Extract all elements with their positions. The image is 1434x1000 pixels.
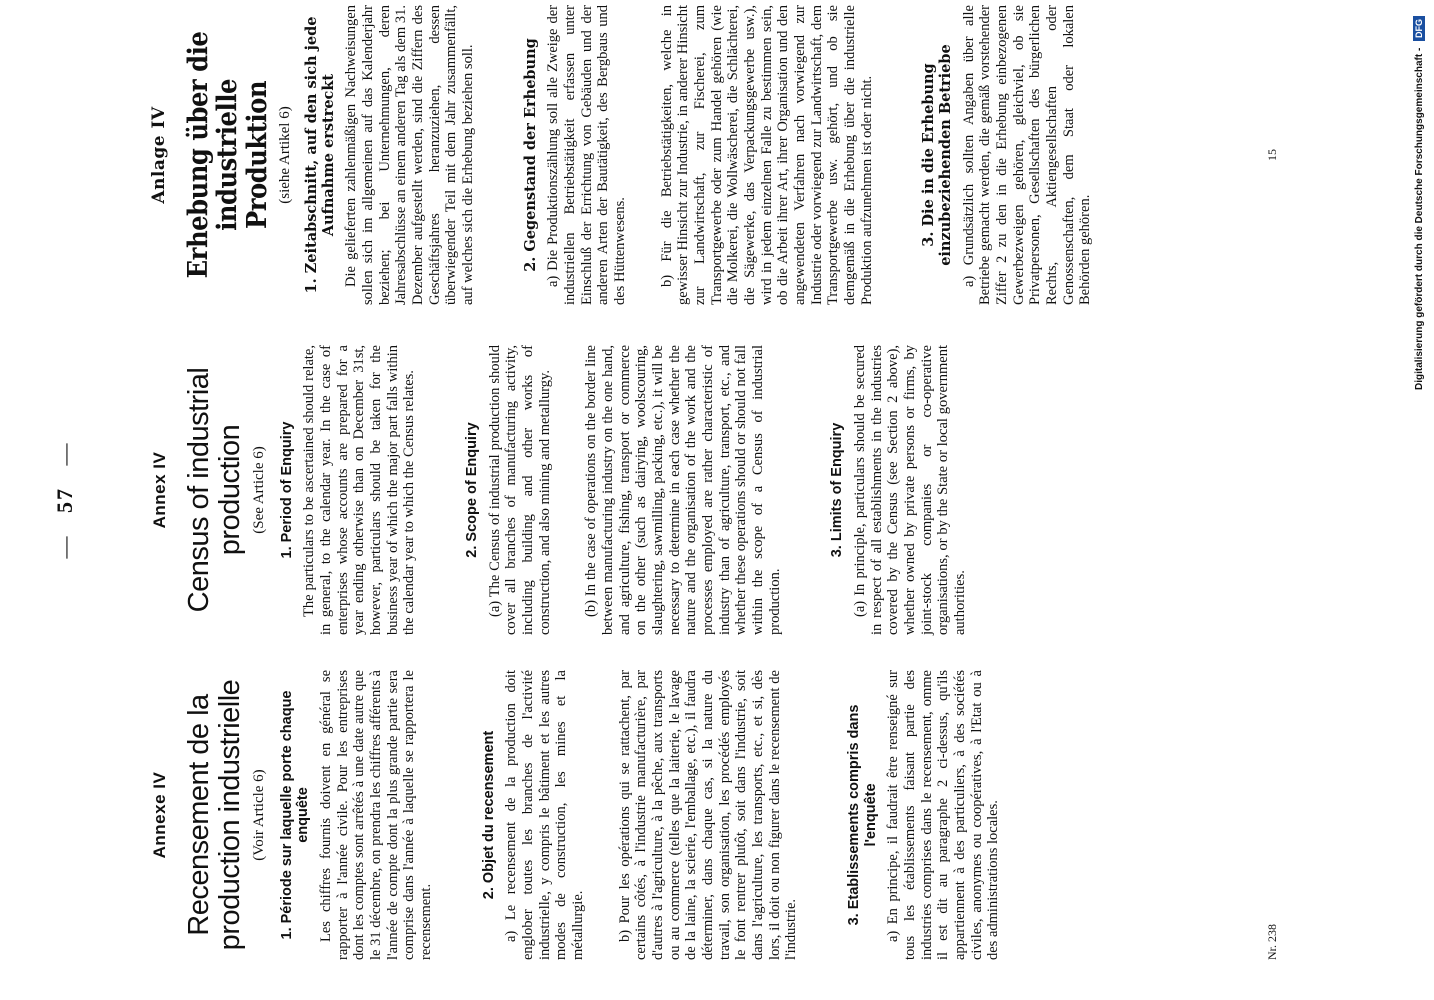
french-column <box>150 670 1006 960</box>
subtitle-de: (siehe Artikel 6) <box>276 106 293 204</box>
section-2a-text-de: a) Die Produktionszählung soll alle Zweige der industriellen Betriebstätigkeit erfassen unter Einschluß der Errichtung von Gebäuden und der anderen Arten der Bautätigkeit, des Bergbaus und des Hüttenwesens. <box>545 5 628 305</box>
dash-left: — <box>52 534 77 559</box>
page-number: 57 <box>52 487 77 513</box>
section-2a-text-fr: a) Le recensement de la production doit englober toutes les branches de l'activité industrielle, y compris le bâtiment et les autres modes de construction, les mines et la métallurgie. <box>503 670 586 960</box>
title-fr: Recensement de la production industrielle <box>182 679 247 951</box>
digitization-credit <box>1405 0 1434 1000</box>
annex-heading-fr: Annexe IV <box>150 771 169 859</box>
section-1-heading-de: 1. Zeitabschnitt, auf den sich jede Aufnahme erstreckt <box>302 16 337 294</box>
title-en: Census of industrial production <box>182 367 247 613</box>
section-1-text-fr: Les chiffres fournis doivent en général se rapporter à l'année civile. Pour les entreprises dont les comptes sont arrêtés à une date autre que le 31 décembre, on prendra les chiffres afférents à l'année de compte dont la plus grande partie sera comprise dans l'année à laquelle se rapportera le recensement. <box>317 670 434 960</box>
credit-text: Digitalisierung gefördert durch die Deutsche Forschungsgemeinschaft - <box>1414 47 1425 390</box>
section-3a-text-fr: a) En principe, il faudrait être renseigné sur tous les établissements faisant partie des industries comprises dans le recensement, omme il est dit au paragraphe 2 ci-dessus, qu'ils appartiennent à des particuliers, à des sociétés civiles, anonymes ou coopératives, à l'Etat ou à des administrations locales. <box>885 670 1002 960</box>
title-de: Erhebung über die industrielle Produktion <box>182 31 273 279</box>
section-1-text-en: The particulars to be ascertained should relate, in general, to the calendar year. In the case of enterprises whose accounts are prepared for a year ending otherwise than on December 31st, however, particulars should be taken for the business year of which the major part falls within the calendar year to which the Census relates. <box>301 345 418 635</box>
section-1-heading-fr: 1. Période sur laquelle porte chaque enquête <box>278 690 312 940</box>
subtitle-fr: (Voir Article 6) <box>251 769 268 861</box>
german-column <box>150 5 1098 305</box>
section-2-heading-fr: 2. Objet du recensement <box>480 730 497 900</box>
annex-heading-en: Annex IV <box>150 451 169 529</box>
section-2-heading-de: 2. Gegenstand der Erhebung <box>521 38 539 272</box>
subtitle-en: (See Article 6) <box>251 446 268 534</box>
footer-left: Nr. 238 <box>1265 924 1279 960</box>
section-3-heading-de: 3. Die in die Erhebung einzubeziehenden Betriebe <box>920 44 955 266</box>
section-2b-text-en: (b) In the case of operations on the border line between manufacturing industry on the one hand, and agriculture, fishing, transport or commerce on the other (such as dairying, woolscouring, slaughtering, sawmilling, packing, etc.), it will be necessary to determine in each case whether the nature and the organisation of the work and the processes employed are rather characteristic of industry than of agriculture, transport, etc., and whether these operations should or should not fall within the scope of a Census of industrial production. <box>583 345 783 635</box>
section-2-heading-en: 2. Scope of Enquiry <box>463 422 480 558</box>
dfg-logo: DFG <box>1413 16 1425 41</box>
dash-right: — <box>52 441 77 466</box>
section-3a-text-de: a) Grundsätzlich sollten Angaben über alle Betriebe gemacht werden, die gemäß vorstehender Ziffer 2 zu den in die Erhebung einbezogenen Gewerbezweigen gehören, gleichviel, ob sie Privatpersonen, Gesellschaften des bürgerlichen Rechts, Aktiengesellschaften oder Genossenschaften, dem Staat oder lokalen Behörden gehören. <box>960 5 1094 305</box>
section-1-text-de: Die gelieferten zahlenmäßigen Nachweisungen sollen sich im allgemeinen auf das Kalenderjahr beziehen; bei Unternehmungen, deren Jahresabschlüsse an einem anderen Tag als dem 31. Dezember aufgestellt werden, sind die Ziffern des Geschäftsjahres heranzuziehen, dessen überwiegender Teil mit dem Jahr zusammenfällt, auf welches sich die Erhebung beziehen soll. <box>343 5 476 305</box>
page-number-line <box>52 0 78 1000</box>
section-3-heading-en: 3. Limits of Enquiry <box>829 422 846 558</box>
section-3-heading-fr: 3. Etablissements compris dans l'enquête <box>846 704 879 926</box>
footer-right: 15 <box>1265 149 1279 161</box>
section-2b-text-fr: b) Pour les opérations qui se rattachent, par certains côtés, à l'industrie manufacturière, par d'autres à l'agriculture, à la pêche, aux transports ou au commerce (telles que la laiterie, le lavage de la laine, la scierie, l'emballage, etc.), il faudra déterminer, dans chaque cas, si la nature du travail, son organisation, les procédés employés le font rentrer plutôt, soit dans l'industrie, soit dans l'agriculture, les transports, etc., et si, dès lors, il doit ou non figurer dans le recensement de l'industrie. <box>616 670 800 960</box>
section-1-heading-en: 1. Period of Enquiry <box>278 421 295 559</box>
annex-heading-de: Anlage IV <box>149 106 169 204</box>
section-2b-text-de: b) Für die Betriebstätigkeiten, welche in gewisser Hinsicht zur Industrie, in anderer Hinsicht zur Landwirtschaft, zur Fischerei, zum Transportgewerbe oder zum Handel gehören (wie die Molkerei, die Wollwäscherei, die Schlächterei, die Sägewerke, das Verpackungsgewerbe usw.), wird in jedem einzelnen Falle zu bestimmen sein, ob die Arbeit ihrer Art, ihrer Organisation und den angewendeten Verfahren nach vorwiegend zur Industrie oder vorwiegend zur Landwirtschaft, dem Transportgewerbe usw. gehört, und ob sie demgemäß in die Erhebung über die industrielle Produktion aufzunehmen ist oder nicht. <box>658 5 875 305</box>
english-column <box>150 345 973 635</box>
section-2a-text-en: (a) The Census of industrial production should cover all branches of manufacturing activity, including building and other works of construction, and also mining and metallurgy. <box>486 345 553 635</box>
section-3a-text-en: (a) In principle, particulars should be secured in respect of all establishments in the industries covered by the Census (see Section 2 above), whether owned by private persons or firms, by joint-stock companies or co-operative organisations, or by the State or local government authorities. <box>852 345 969 635</box>
